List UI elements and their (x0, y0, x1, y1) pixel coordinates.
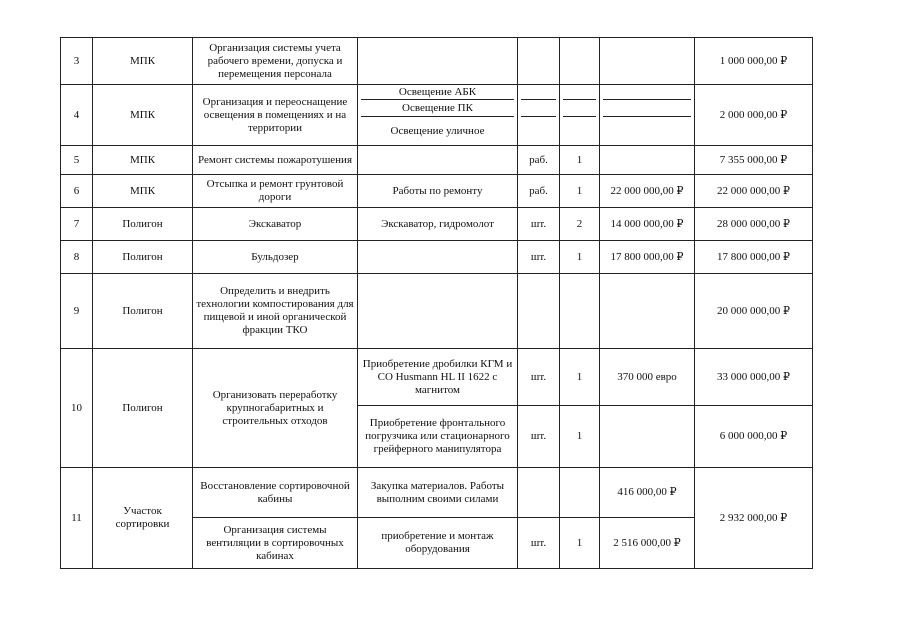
total-cell: 33 000 000,00 ₽ (695, 349, 813, 406)
table-row (61, 146, 813, 175)
object-cell: МПК (93, 175, 193, 208)
total-cell: 20 000 000,00 ₽ (695, 274, 813, 349)
object-cell: Участок сортировки (93, 468, 193, 569)
unit-cell: шт. (518, 349, 560, 406)
measure-cell: Определить и внедрить технологии компостирования для пищевой и иной органической фракции ТКО (193, 274, 358, 349)
unit-cell (518, 468, 560, 518)
row-number: 5 (61, 146, 93, 175)
unit-cell (518, 274, 560, 349)
row-number: 7 (61, 208, 93, 241)
work-cell: Приобретение фронтального погрузчика или стационарного грейферного манипулятора (358, 406, 518, 468)
qty-cell: 1 (560, 241, 600, 274)
work-cell (358, 38, 518, 85)
total-cell: 28 000 000,00 ₽ (695, 208, 813, 241)
total-cell: 22 000 000,00 ₽ (695, 175, 813, 208)
row-number: 9 (61, 274, 93, 349)
total-cell: 1 000 000,00 ₽ (695, 38, 813, 85)
table-row (61, 85, 813, 146)
qty-cell: 1 (560, 146, 600, 175)
unit-cell (518, 38, 560, 85)
row-number: 4 (61, 85, 93, 146)
price-cell: 22 000 000,00 ₽ (600, 175, 695, 208)
qty-cell: 1 (560, 175, 600, 208)
object-cell: Полигон (93, 274, 193, 349)
work-cell: Работы по ремонту (358, 175, 518, 208)
price-cell (600, 38, 695, 85)
unit-cell: раб. (518, 146, 560, 175)
work-cell: Закупка материалов. Работы выполним своими силами (358, 468, 518, 518)
unit-cell: шт. (518, 518, 560, 569)
work-cell: приобретение и монтаж оборудования (358, 518, 518, 569)
qty-cell (560, 468, 600, 518)
work-cell (358, 85, 518, 146)
table-row (61, 175, 813, 208)
measure-cell: Организация системы вентиляции в сортировочных кабинах (193, 518, 358, 569)
price-cell (600, 274, 695, 349)
measure-cell: Организация системы учета рабочего времени, допуска и перемещения персонала (193, 38, 358, 85)
object-cell: МПК (93, 146, 193, 175)
price-cell: 14 000 000,00 ₽ (600, 208, 695, 241)
table-row (61, 349, 813, 406)
total-cell: 17 800 000,00 ₽ (695, 241, 813, 274)
measure-cell: Восстановление сортировочной кабины (193, 468, 358, 518)
qty-cell: 1 (560, 406, 600, 468)
measure-cell: Организовать переработку крупногабаритных и строительных отходов (193, 349, 358, 468)
table-row (61, 38, 813, 85)
object-cell: МПК (93, 85, 193, 146)
qty-cell: 1 (560, 349, 600, 406)
price-cell: 17 800 000,00 ₽ (600, 241, 695, 274)
qty-cell: 2 (560, 208, 600, 241)
qty-cell (560, 85, 600, 146)
measure-cell: Ремонт системы пожаротушения (193, 146, 358, 175)
unit-cell: раб. (518, 175, 560, 208)
work-cell (358, 146, 518, 175)
price-cell: 416 000,00 ₽ (600, 468, 695, 518)
price-cell: 2 516 000,00 ₽ (600, 518, 695, 569)
unit-cell: шт. (518, 208, 560, 241)
qty-cell (560, 274, 600, 349)
unit-cell (518, 85, 560, 146)
object-cell: Полигон (93, 241, 193, 274)
row-number: 11 (61, 468, 93, 569)
work-cell: Приобретение дробилки КГМ и СО Husmann HL II 1622 с магнитом (358, 349, 518, 406)
price-cell: 370 000 евро (600, 349, 695, 406)
total-cell: 7 355 000,00 ₽ (695, 146, 813, 175)
table-row (61, 468, 813, 518)
object-cell: Полигон (93, 349, 193, 468)
measure-cell: Бульдозер (193, 241, 358, 274)
work-cell: Экскаватор, гидромолот (358, 208, 518, 241)
table-row (61, 274, 813, 349)
work-line: Освещение уличное (361, 116, 514, 145)
data-table (60, 37, 813, 569)
row-number: 6 (61, 175, 93, 208)
price-cell (600, 85, 695, 146)
work-line: Освещение АБК (398, 85, 477, 98)
total-cell: 2 000 000,00 ₽ (695, 85, 813, 146)
object-cell: МПК (93, 38, 193, 85)
unit-cell: шт. (518, 241, 560, 274)
row-number: 8 (61, 241, 93, 274)
work-cell (358, 241, 518, 274)
measure-cell: Отсыпка и ремонт грунтовой дороги (193, 175, 358, 208)
total-cell: 6 000 000,00 ₽ (695, 406, 813, 468)
price-cell (600, 146, 695, 175)
table-row (61, 241, 813, 274)
object-cell: Полигон (93, 208, 193, 241)
price-cell (600, 406, 695, 468)
work-cell (358, 274, 518, 349)
qty-cell (560, 38, 600, 85)
row-number: 3 (61, 38, 93, 85)
row-number: 10 (61, 349, 93, 468)
work-line: Освещение ПК (361, 99, 514, 116)
table-row (61, 208, 813, 241)
unit-cell: шт. (518, 406, 560, 468)
total-cell: 2 932 000,00 ₽ (695, 468, 813, 569)
measure-cell: Организация и переоснащение освещения в помещениях и на территории (193, 85, 358, 146)
qty-cell: 1 (560, 518, 600, 569)
measure-cell: Экскаватор (193, 208, 358, 241)
